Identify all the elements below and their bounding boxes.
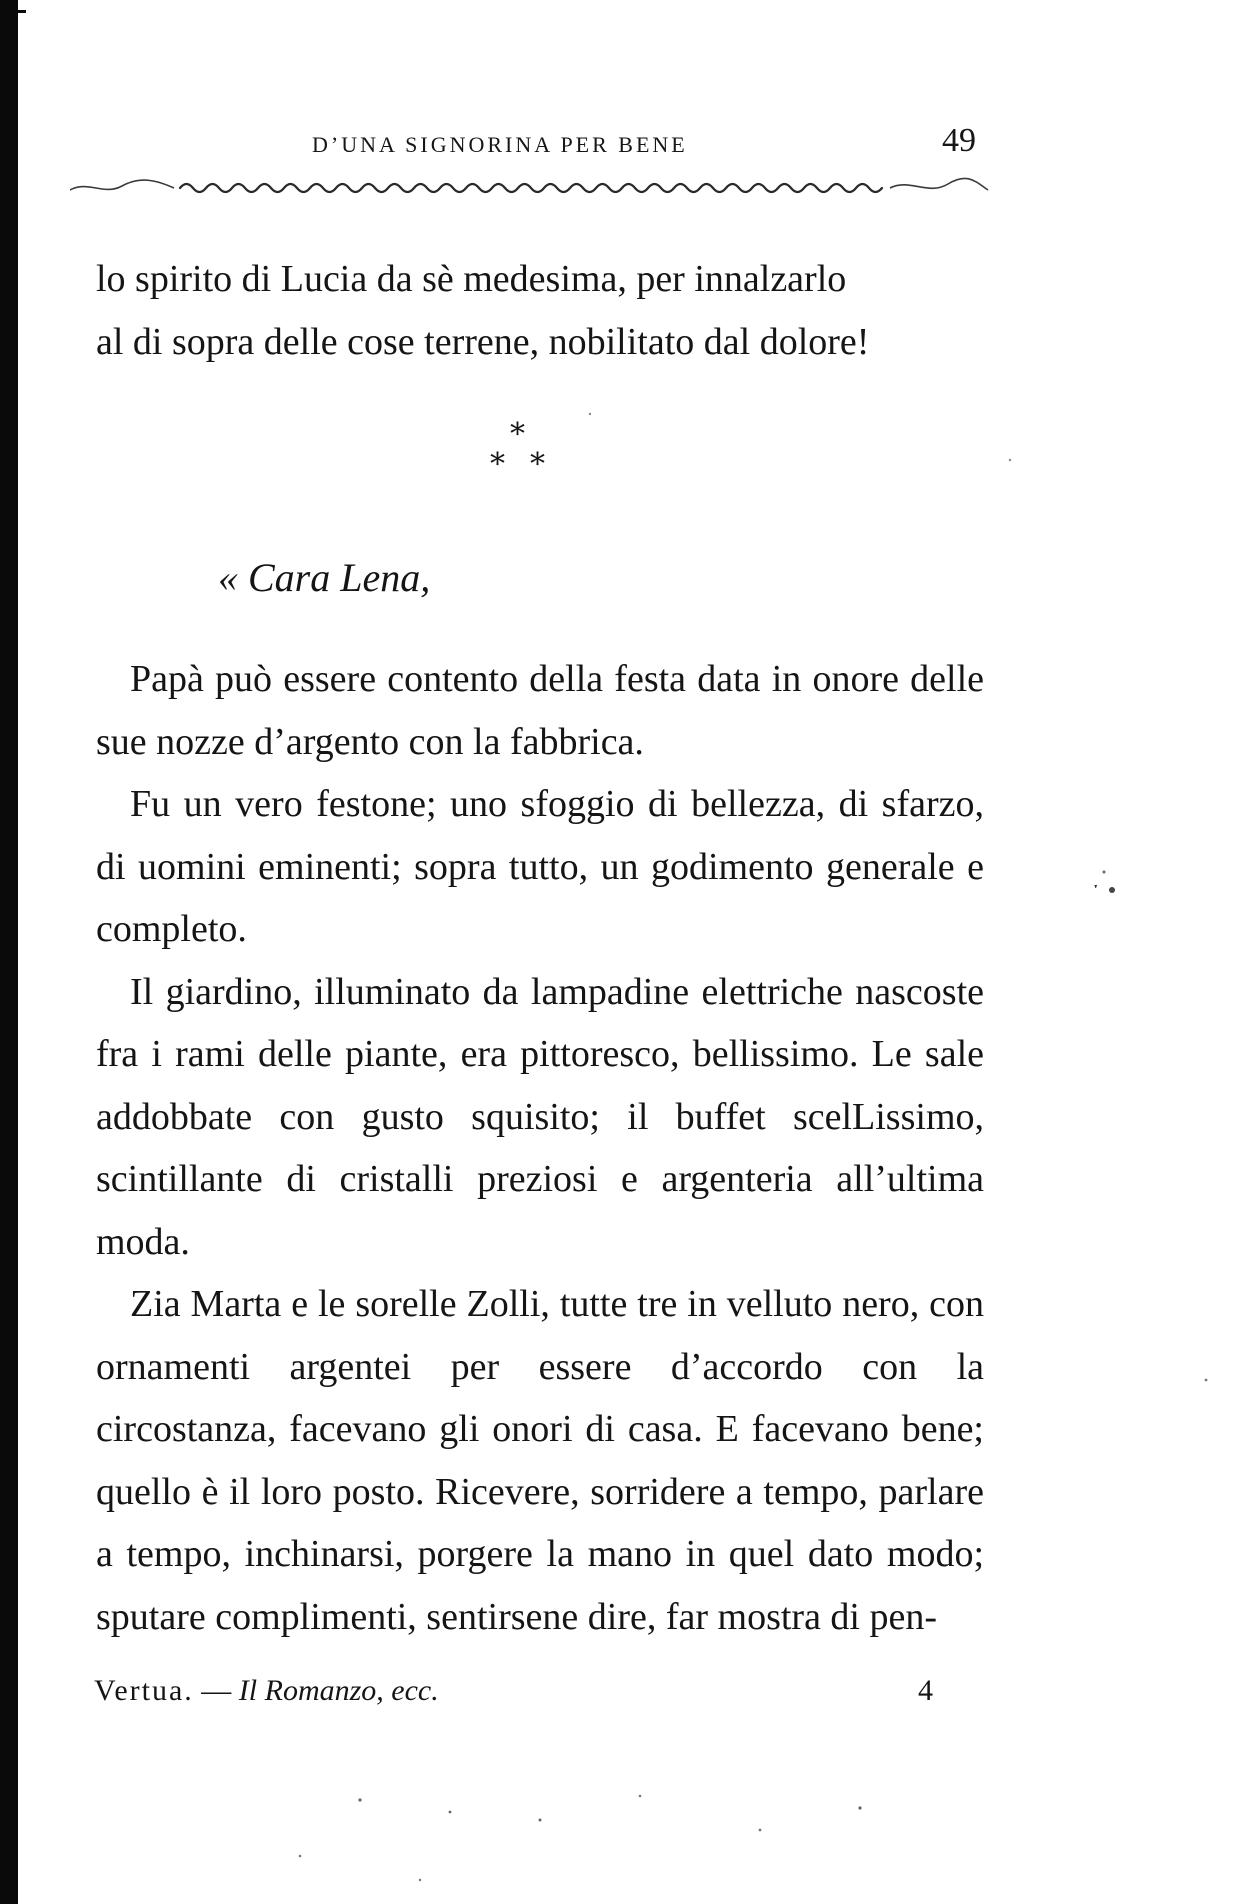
letter-salutation: « Cara Lena,	[218, 555, 431, 600]
asterism-star: *	[530, 447, 545, 482]
footer-title: Il Romanzo, ecc.	[238, 1674, 439, 1707]
text-line: al di sopra delle cose terrene, nobilitato dal dolore!	[96, 320, 870, 363]
page-number: 49	[942, 122, 976, 159]
letter-paragraph: Fu un vero festone; uno sfoggio di bellezza, di sfarzo, di uomini eminenti; sopra tutto, un godimento generale e completo.	[96, 783, 984, 950]
letter-paragraph: Papà può essere contento della festa data in onore delle sue nozze d’argento con la fabbrica.	[96, 658, 984, 763]
signature-mark: 4	[918, 1674, 933, 1707]
footer-separator: —	[201, 1674, 232, 1707]
asterism-star: *	[510, 417, 525, 452]
text-line: lo spirito di Lucia da sè medesima, per innalzarlo	[96, 258, 847, 300]
running-title: D’UNA SIGNORINA PER BENE	[312, 132, 688, 157]
letter-paragraph: Il giardino, illuminato da lampadine elettriche nascoste fra i rami delle piante, era pittoresco, bellissimo. Le sale addobbate con gusto squisito; il buffet scelLissimo, scintillante di cristalli preziosi e argenteria all’ultima moda.	[96, 970, 984, 1263]
margin-speck: ˑ	[1092, 876, 1100, 901]
asterism-star: *	[490, 447, 505, 482]
letter-paragraph: Zia Marta e le sorelle Zolli, tutte tre in velluto nero, con ornamenti argentei per essere d’accordo con la circostanza, facevano gli onori di casa. E facevano bene; quello è il loro posto. Ricevere, sorridere a tempo, parlare a tempo, inchinarsi, porgere la mano in quel dato modo; sputare complimenti, sentirsene dire, far mostra di pen-	[96, 1283, 984, 1638]
footer-author: Vertua.	[94, 1674, 194, 1707]
